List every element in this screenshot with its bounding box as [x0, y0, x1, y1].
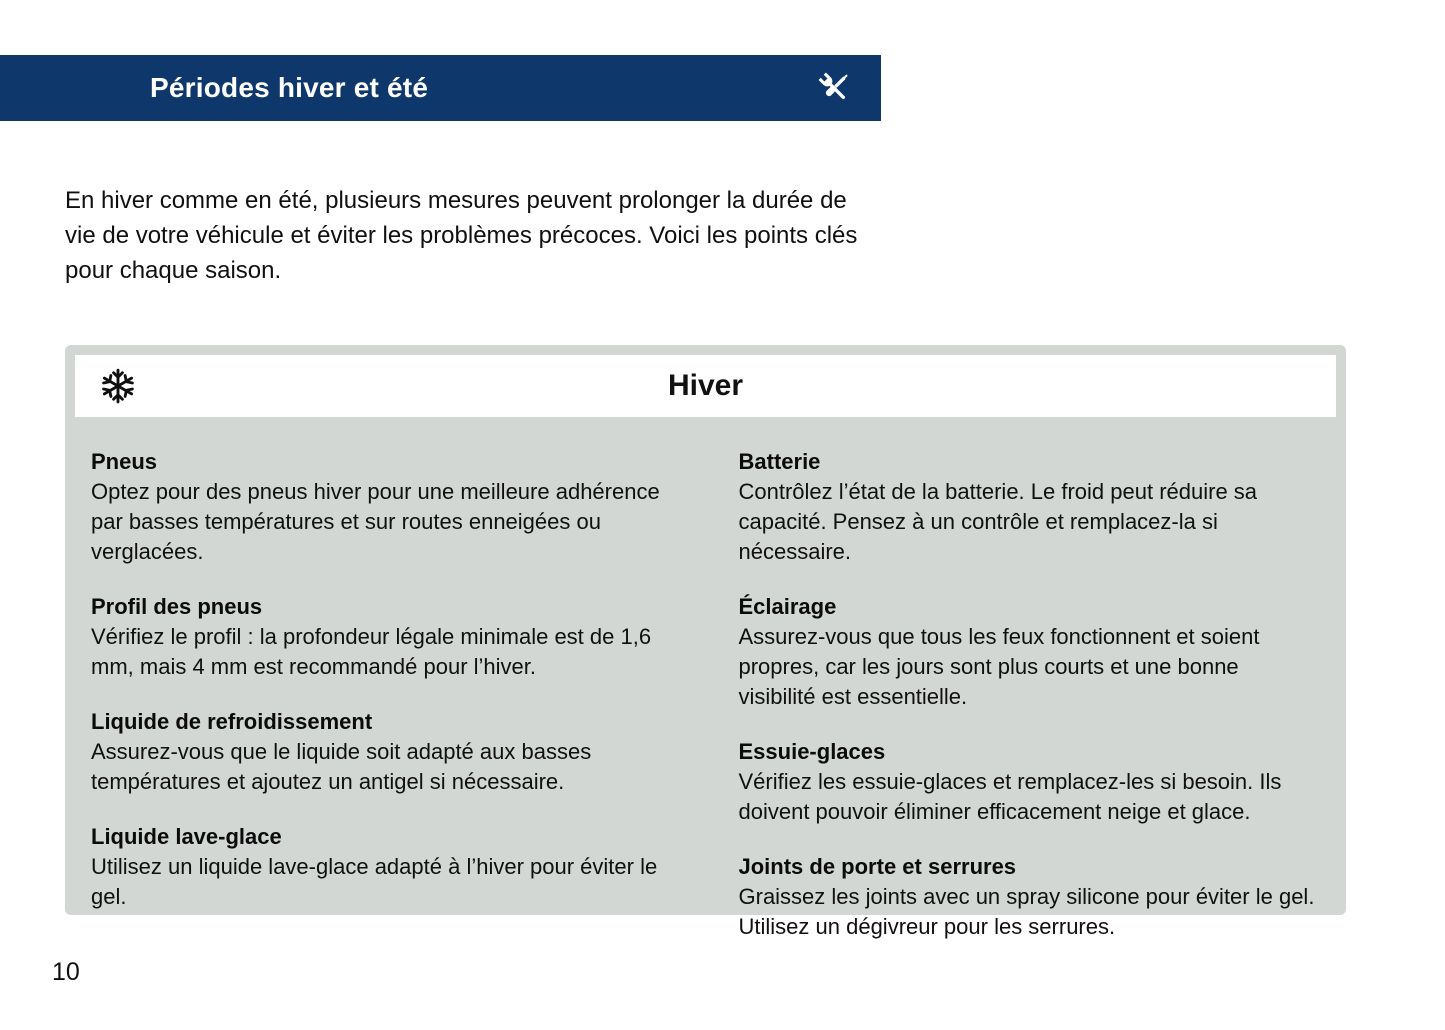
- item-text: Vérifiez les essuie-glaces et remplacez-les si besoin. Ils doivent pouvoir éliminer efficacement neige et glace.: [738, 769, 1282, 824]
- item-title: Essuie-glaces: [738, 739, 886, 764]
- item-title: Pneus: [91, 449, 158, 474]
- card-item-batterie: [739, 447, 1321, 567]
- page-number: 10: [52, 958, 80, 986]
- item-text: Utilisez un liquide lave-glace adapté à l’hiver pour éviter le gel.: [91, 854, 658, 909]
- card-item-liquide-lave-glace: [91, 822, 673, 912]
- winter-card-header: [75, 355, 1336, 417]
- item-title: Liquide lave-glace: [91, 824, 282, 849]
- item-title: Liquide de refroidissement: [91, 709, 373, 734]
- item-title: Batterie: [738, 449, 821, 474]
- winter-column-right: [739, 447, 1321, 967]
- item-text: Assurez-vous que tous les feux fonctionnent et soient propres, car les jours sont plus courts et une bonne visibilité est essentielle.: [738, 624, 1260, 709]
- winter-card: [65, 345, 1346, 939]
- winter-card-title: Hiver: [667, 369, 744, 402]
- intro-paragraph: En hiver comme en été, plusieurs mesures peuvent prolonger la durée de vie de votre véhicule et éviter les problèmes précoces. Voici les points clés pour chaque saison.: [65, 187, 858, 284]
- section-title: Périodes hiver et été: [150, 72, 429, 103]
- item-title: Éclairage: [738, 594, 837, 619]
- card-item-joints-serrures: [739, 852, 1321, 942]
- item-title: Profil des pneus: [91, 594, 263, 619]
- card-item-eclairage: [739, 592, 1321, 712]
- item-text: Optez pour des pneus hiver pour une meilleure adhérence par basses températures et sur routes enneigées ou verglacées.: [91, 479, 660, 564]
- card-item-essuie-glaces: [739, 737, 1321, 827]
- item-title: Joints de porte et serrures: [738, 854, 1017, 879]
- item-text: Contrôlez l’état de la batterie. Le froid peut réduire sa capacité. Pensez à un contrôle et remplacez-la si nécessaire.: [738, 479, 1258, 564]
- winter-column-left: [91, 447, 673, 967]
- section-header-bar: [0, 55, 881, 121]
- item-text: Assurez-vous que le liquide soit adapté aux basses températures et ajoutez un antigel si nécessaire.: [91, 739, 592, 794]
- tools-icon: [813, 67, 855, 109]
- card-item-pneus: [91, 447, 673, 567]
- winter-card-body: [91, 447, 1320, 967]
- item-text: Graissez les joints avec un spray silicone pour éviter le gel. Utilisez un dégivreur pour les serrures.: [738, 884, 1315, 939]
- card-item-profil-des-pneus: [91, 592, 673, 682]
- card-item-liquide-refroidissement: [91, 707, 673, 797]
- item-text: Vérifiez le profil : la profondeur légale minimale est de 1,6 mm, mais 4 mm est recommandé pour l’hiver.: [91, 624, 652, 679]
